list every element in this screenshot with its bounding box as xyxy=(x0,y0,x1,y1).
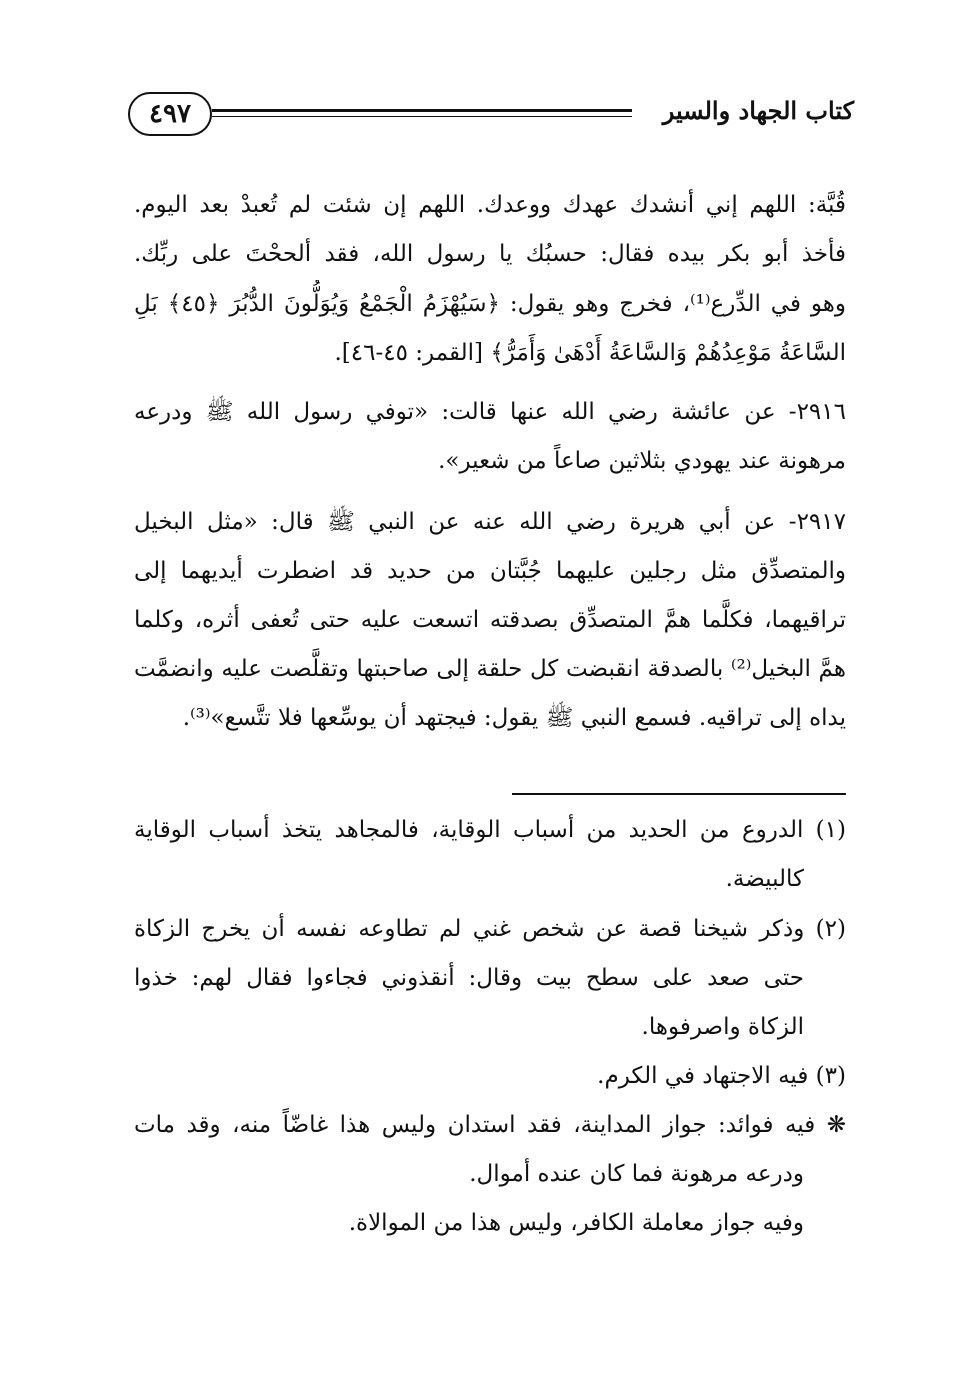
hadith-2917-line: ٢٩١٧- عن أبي هريرة رضي الله عنه عن النبي ﷺ قال: «مثل البخيل xyxy=(134,509,846,535)
header-rule-thin xyxy=(212,116,632,117)
header-rule xyxy=(212,109,632,112)
benefits-note-cont: وفيه جواز معاملة الكافر، وليس هذا من الموالاة. xyxy=(348,1210,804,1236)
page-number: ٤٩٧ xyxy=(128,92,212,136)
footnote-2-cont: الزكاة واصرفوها. xyxy=(641,1014,804,1040)
footnote-separator xyxy=(512,793,846,795)
hadith-2916-line: ٢٩١٦- عن عائشة رضي الله عنها قالت: «توفي رسول الله ﷺ ودرعه xyxy=(134,399,846,425)
benefits-note: ❋ فيه فوائد: جواز المداينة، فقد استدان وليس هذا غاضّاً منه، وقد مات xyxy=(134,1112,846,1138)
footnote-1-cont: كالبيضة. xyxy=(725,866,804,892)
footnote-2: (٢) وذكر شيخنا قصة عن شخص غني لم تطاوعه نفسه أن يخرج الزكاة xyxy=(134,916,846,942)
hadith-2917-line: تراقيهما، فكلَّما همَّ المتصدِّق بصدقته اتسعت عليه حتى تُعفى أثره، وكلما xyxy=(134,607,846,633)
footnote-3: (٣) فيه الاجتهاد في الكرم. xyxy=(597,1063,846,1089)
book-title: كتاب الجهاد والسير xyxy=(662,96,854,125)
text-line: وهو في الدِّرع⁽¹⁾، فخرج وهو يقول: ﴿سَيُهْزَمُ الْجَمْعُ وَيُوَلُّونَ الدُّبُرَ ﴿٤٥﴾ بَلِ xyxy=(134,291,846,317)
text-line: قُبَّة: اللهم إني أنشدك عهدك ووعدك. اللهم إن شئت لم تُعبدْ بعد اليوم. xyxy=(134,192,846,218)
text-line: السَّاعَةُ مَوْعِدُهُمْ وَالسَّاعَةُ أَدْهَىٰ وَأَمَرُّ﴾ [القمر: ٤٥-٤٦]. xyxy=(334,340,846,366)
page-header xyxy=(128,92,854,142)
benefits-note-cont: ودرعه مرهونة فما كان عنده أموال. xyxy=(469,1161,804,1187)
hadith-2917-line: يداه إلى تراقيه. فسمع النبي ﷺ يقول: فيجتهد أن يوسِّعها فلا تتَّسع»⁽³⁾. xyxy=(182,705,846,731)
text-line: فأخذ أبو بكر بيده فقال: حسبُك يا رسول الله، فقد ألححْتَ على ربِّك. xyxy=(134,241,846,267)
hadith-2917-line: همَّ البخيل⁽²⁾ بالصدقة انقبضت كل حلقة إلى صاحبتها وتقلَّصت عليه وانضمَّت xyxy=(134,656,846,682)
footnote-1: (١) الدروع من الحديد من أسباب الوقاية، فالمجاهد يتخذ أسباب الوقاية xyxy=(134,817,846,843)
hadith-2917-line: والمتصدِّق مثل رجلين عليهما جُبَّتان من حديد قد اضطرت أيديهما إلى xyxy=(134,558,846,584)
hadith-2916-line: مرهونة عند يهودي بثلاثين صاعاً من شعير». xyxy=(438,448,846,474)
footnote-2-cont: حتى صعد على سطح بيت وقال: أنقذوني فجاءوا فقال لهم: خذوا xyxy=(134,965,804,991)
